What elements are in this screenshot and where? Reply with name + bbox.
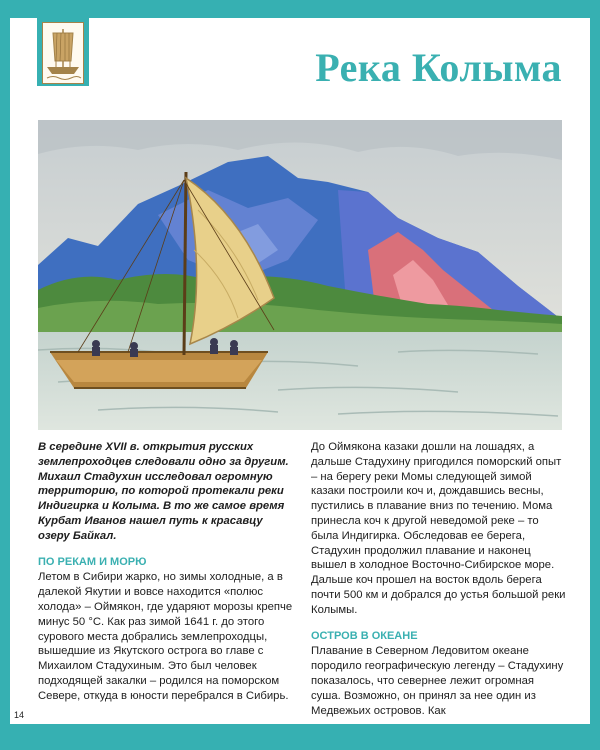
intro-paragraph: В середине XVII в. открытия русских землепроходцев следовали одно за другим. Михаил Стадухин исследовал огромную территорию, по которой протекали реки Индигирка и Колыма. В то же самое время Курбат Иванов нашел путь к красавцу озеру Байкал. <box>38 441 289 542</box>
body-paragraph: Плавание в Северном Ледовитом океане породило географическую легенду – Стадухину показалось, что севернее лежит огромная суша. Возможно, он принял за нее один из Медвежьих островов. Как <box>311 645 564 717</box>
right-column <box>311 440 566 718</box>
illustration <box>38 120 562 430</box>
body-paragraph: До Оймякона казаки дошли на лошадях, а дальше Стадухину пригодился поморский опыт – на берегу реки Момы следующей зимой казаки построили коч и, дождавшись весны, пустились в плавание вниз по течению. Мома принесла коч к другой неведомой реке – то была Индигирка. Обследовав ее берега, Стадухин продолжил плавание и наконец вышел в холодное Восточно-Сибирское море. Дальше коч прошел на восток вдоль берега почти 500 км и добрался до устья большой реки Колымы. <box>311 441 566 616</box>
page-frame-top <box>0 0 600 18</box>
page-number: 14 <box>14 710 25 720</box>
page-frame-right <box>590 0 600 750</box>
section-heading-rivers: ПО РЕКАМ И МОРЮ <box>38 555 147 568</box>
page-frame-left <box>0 0 10 750</box>
page-title: Река Колыма <box>315 45 562 90</box>
page-frame-bottom <box>0 724 600 750</box>
left-column <box>38 440 293 704</box>
section-heading-island: ОСТРОВ В ОКЕАНЕ <box>311 629 418 642</box>
body-paragraph: Летом в Сибири жарко, но зимы холодные, а в далекой Якутии и вовсе находится «полюс холода» – Оймякон, где ударяют морозы крепче минус 50 °С. Как раз зимой 1641 г. до этого сурового места добрались землепроходцы, вышедшие из Якутского острога во главе с Михаилом Стадухиным. Это был человек подходящей закалки – родился на поморском Севере, откуда в юности перебрался в Сибирь. <box>38 571 293 702</box>
sailing-ship-icon <box>42 22 84 84</box>
